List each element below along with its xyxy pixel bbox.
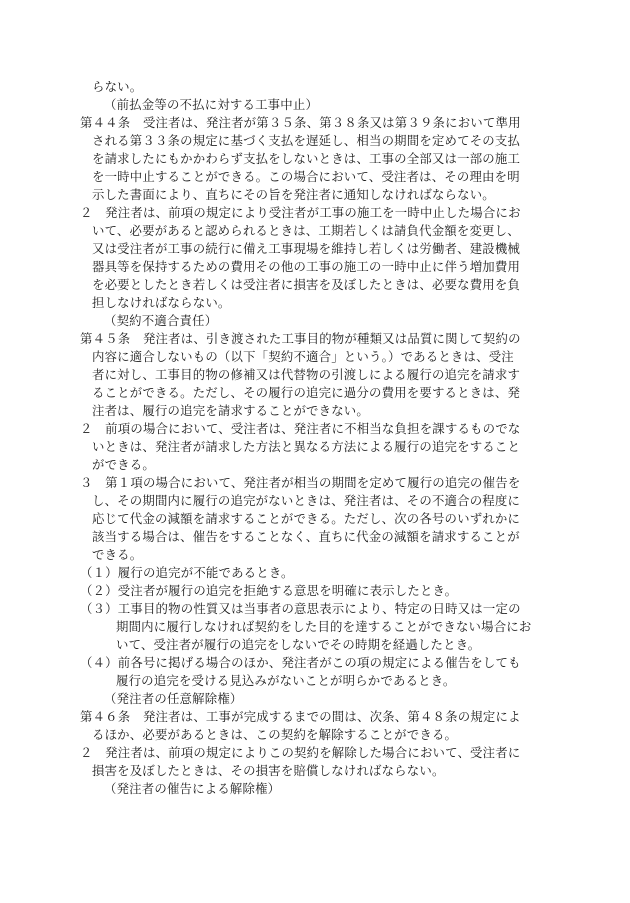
text-line: 者に対し、工事目的物の修補又は代替物の引渡しによる履行の追完を請求す	[92, 367, 521, 382]
text-line: いて、必要があると認められるときは、工期若しくは請負代金額を変更し、	[92, 223, 520, 238]
text-line: 注者は、履行の追完を請求することができない。	[92, 403, 369, 418]
article-46-line: 第４６条 発注者は、工事が完成するまでの間は、次条、第４８条の規定によ	[80, 709, 521, 724]
article-45-line: 第４５条 発注者は、引き渡された工事目的物が種類又は品質に関して契約の	[80, 331, 521, 346]
paragraph-2-line: ２ 発注者は、前項の規定により受注者が工事の施工を一時中止した場合にお	[80, 205, 521, 220]
text-line: らない。	[92, 79, 143, 94]
text-line: 応じて代金の減額を請求することができる。ただし、次の各号のいずれかに	[92, 511, 521, 526]
text-line: 期間内に履行しなければ契約をした目的を達することができない場合にお	[116, 619, 532, 634]
text-line: 担しなければならない。	[92, 295, 231, 310]
text-line: いときは、発注者が請求した方法と異なる方法による履行の追完をすること	[92, 439, 521, 454]
text-line: 履行の追完を受ける見込みがないことが明らかであるとき。	[116, 673, 456, 688]
text-line: を一時中止することができる。この場合において、受注者は、その理由を明	[92, 169, 520, 184]
text-line: 示した書面により、直ちにその旨を発注者に通知しなければならない。	[92, 187, 495, 202]
text-line: 該当する場合は、催告をすることなく、直ちに代金の減額を請求することが	[92, 529, 520, 544]
text-line: を必要としたとき若しくは受注者に損害を及ぼしたときは、必要な費用を負	[92, 277, 521, 292]
item-1-line: （１）履行の追完が不能であるとき。	[80, 565, 294, 580]
text-line: される第３３条の規定に基づく支払を遅延し、相当の期間を定めてその支払	[92, 133, 521, 148]
text-line: できる。	[92, 547, 143, 562]
text-line: 器具等を保持するための費用その他の工事の施工の一時中止に伴う増加費用	[92, 259, 521, 274]
paragraph-2-line: ２ 前項の場合において、受注者は、発注者に不相当な負担を課するものでな	[80, 421, 521, 436]
text-line: ることができる。ただし、その履行の追完に過分の費用を要するときは、発	[92, 385, 521, 400]
section-caption: （前払金等の不払に対する工事中止）	[104, 97, 319, 112]
text-line: いて、受注者が履行の追完をしないでその時期を経過したとき。	[116, 637, 481, 652]
section-caption: （発注者の任意解除権）	[104, 691, 243, 706]
text-line: 又は受注者が工事の続行に備え工事現場を維持し若しくは労働者、建設機械	[92, 241, 521, 256]
item-3-line: （３）工事目的物の性質又は当事者の意思表示により、特定の日時又は一定の	[80, 601, 521, 616]
paragraph-2-line: ２ 発注者は、前項の規定によりこの契約を解除した場合において、受注者に	[80, 745, 521, 760]
paragraph-3-line: ３ 第１項の場合において、発注者が相当の期間を定めて履行の追完の催告を	[80, 475, 521, 490]
section-caption: （契約不適合責任）	[104, 313, 218, 328]
text-line: を請求したにもかかわらず支払をしないときは、工事の全部又は一部の施工	[92, 151, 521, 166]
item-4-line: （４）前各号に掲げる場合のほか、発注者がこの項の規定による催告をしても	[80, 655, 521, 670]
item-2-line: （２）受注者が履行の追完を拒絶する意思を明確に表示したとき。	[80, 583, 458, 598]
text-line: るほか、必要があるときは、この契約を解除することができる。	[92, 727, 458, 742]
text-line: し、その期間内に履行の追完がないときは、発注者は、その不適合の程度に	[92, 493, 521, 508]
article-44-line: 第４４条 受注者は、発注者が第３５条、第３８条又は第３９条において準用	[80, 115, 521, 130]
section-caption: （発注者の催告による解除権）	[104, 781, 281, 796]
text-line: ができる。	[92, 457, 155, 472]
text-line: 内容に適合しないもの（以下「契約不適合」という。）であるときは、受注	[92, 349, 514, 364]
text-line: 損害を及ぼしたときは、その損害を賠償しなければならない。	[92, 763, 445, 778]
